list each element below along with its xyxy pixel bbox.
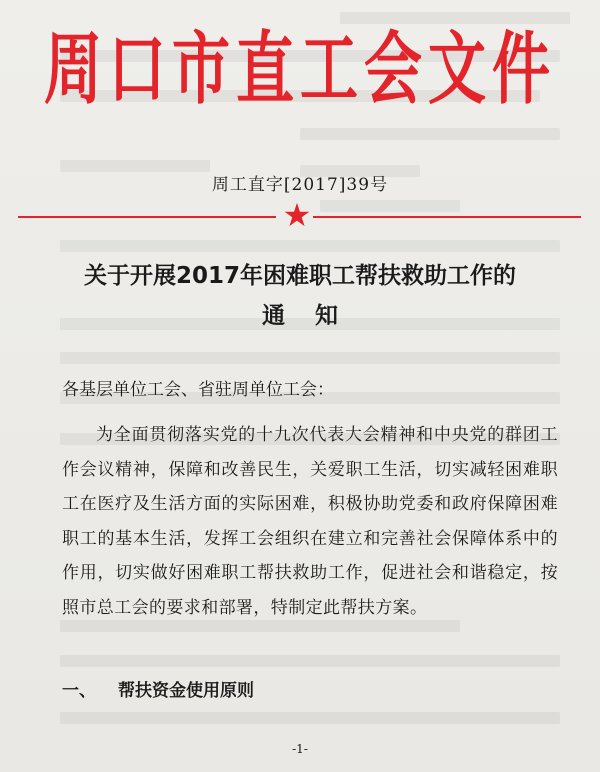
notice-title-line2: 通知 (262, 303, 368, 329)
addressee: 各基层单位工会、省驻周单位工会： (62, 380, 334, 400)
document-header-title: 周口市直工会文件 (43, 23, 556, 116)
red-rule-left (18, 216, 276, 218)
red-rule-right (313, 216, 581, 218)
body-paragraph: 为全面贯彻落实党的十九次代表大会精神和中央党的群团工作会议精神，保障和改善民生，关爱职工生活，切实减轻困难职工在医疗及生活方面的实际困难，积极协助党委和政府保障困难职工的基本生活，发挥工会组织在建立和完善社会保障体系中的作用，切实做好困难职工帮扶救助工作，促进社会和谐稳定，按照市总工会的要求和部署，特制定此帮扶方案。 (62, 425, 558, 618)
section-title: 帮扶资金使用原则 (118, 681, 254, 701)
notice-title-line1: 关于开展2017年困难职工帮扶救助工作的 (83, 263, 516, 289)
notice-title (0, 256, 600, 336)
page-number: -1- (292, 742, 308, 756)
section-heading (62, 676, 276, 701)
star-icon: ★ (282, 196, 312, 234)
document-number: 周工直字[2017]39号 (211, 175, 389, 195)
section-number: 一、 (62, 681, 96, 701)
